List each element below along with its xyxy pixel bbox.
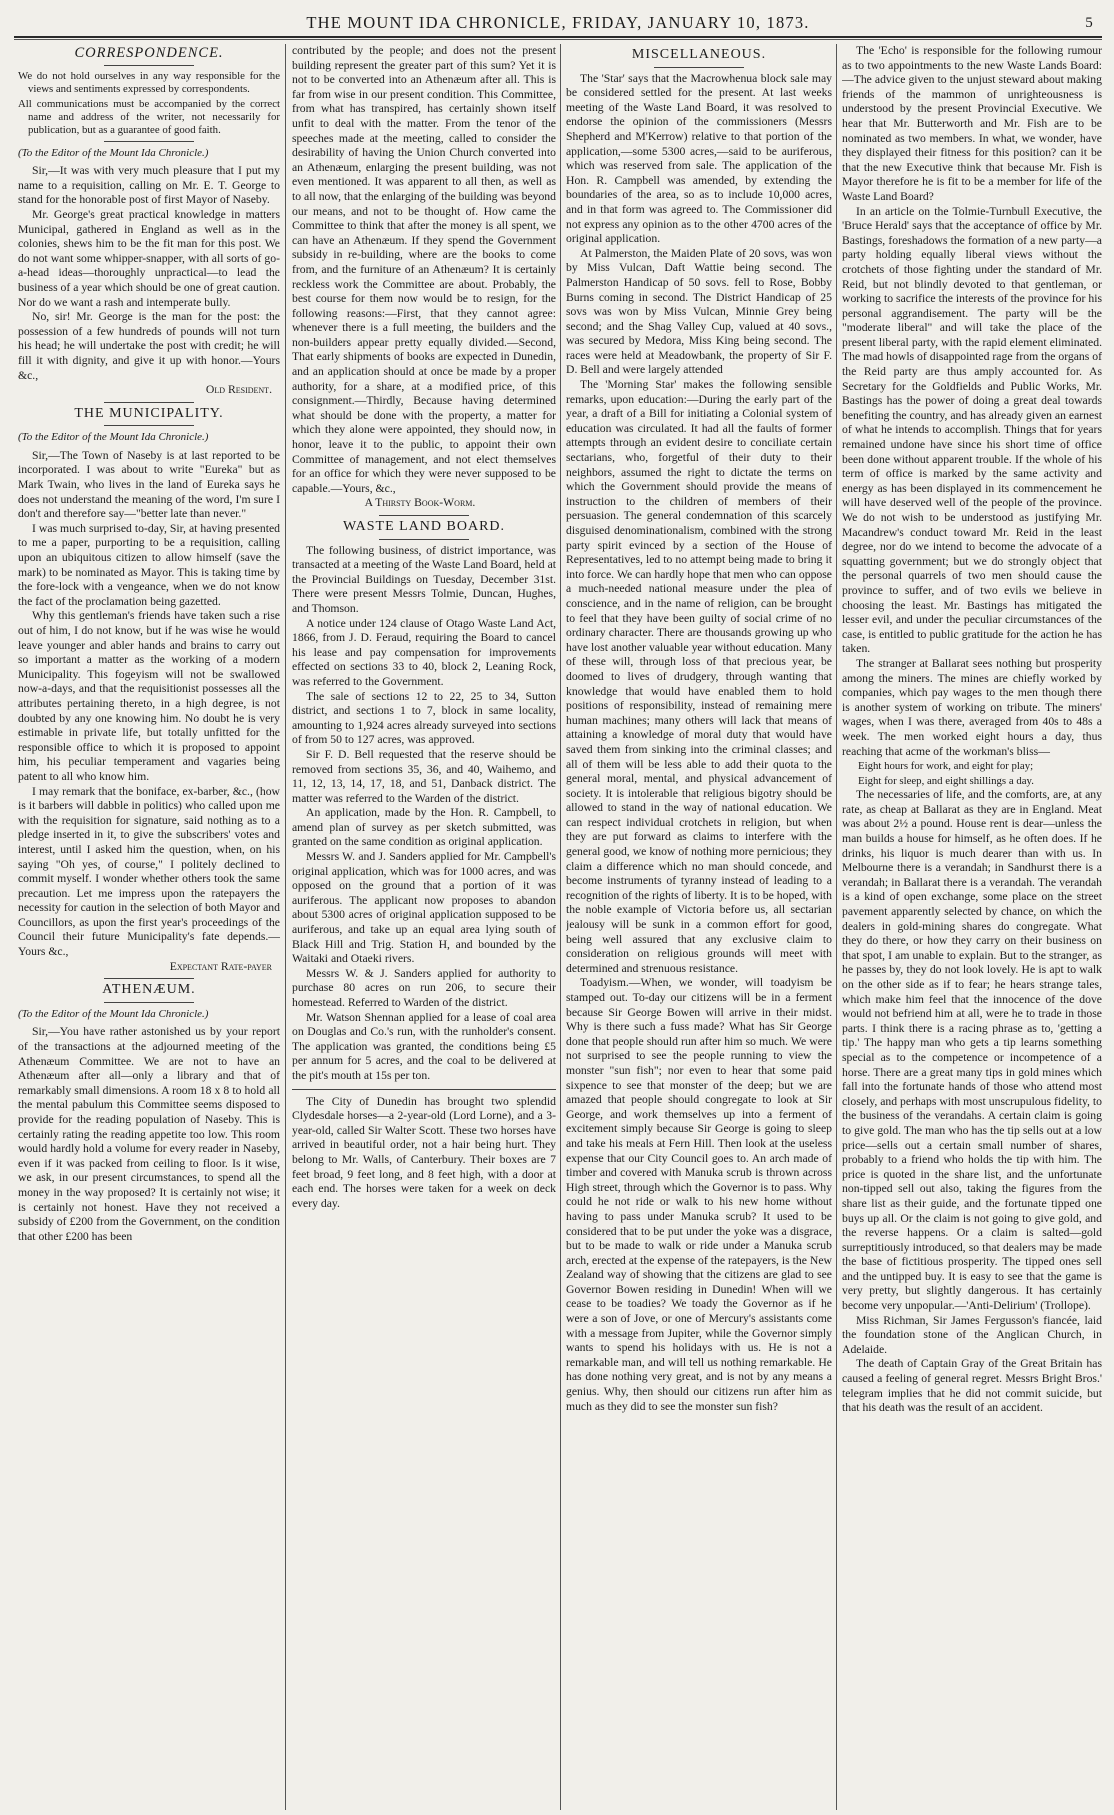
article-paragraph: The sale of sections 12 to 22, 25 to 34, Sutton district, and sections 1 to 7, block in same locality, amounting to 1,924 acres already surveyed into sections of from 50 to 127 acres, was approved. bbox=[292, 689, 556, 747]
letter-salutation: (To the Editor of the Mount Ida Chronicle.) bbox=[18, 1007, 209, 1020]
article-paragraph: A notice under 124 clause of Otago Waste Land Act, 1866, from J. D. Feraud, requiring the Board to cancel his lease and pay compensation for improvements effected on sections 33 to 40, block 2, Leaning Rock, was referred to the Government. bbox=[292, 616, 556, 688]
divider bbox=[379, 539, 469, 540]
article-paragraph: Sir F. D. Bell requested that the reserve should be removed from sections 35, 36, and 40, Waihemo, and 11, 12, 13, 14, 17, 18, and 51, Danback district. The matter was referred to the Warden of the district. bbox=[292, 747, 556, 805]
editorial-notice: We do not hold ourselves in any way responsible for the views and sentiments expressed by correspondents. bbox=[18, 69, 280, 95]
divider bbox=[104, 1002, 194, 1003]
letter-salutation: (To the Editor of the Mount Ida Chronicle.) bbox=[18, 431, 209, 444]
letter-paragraph: contributed by the people; and does not the present building represent the greater part of this sum? Yet it is not to be converted into an Athenæum after all. This is far from wise in our present condition. This Committee, from what has transpired, has certainly shown itself unfit to deal with the matter. From the tenor of the speeches made at the meeting, called to consider the desirability of having the Union Church converted into an Athenæum, enlarging the present building, was not even mentioned. It was apparent to all then, as well as to all now, that the enlarging of the building was beyond our means, and not to be thought of. How came the Committee to think that after the money is all spent, we can have an Athenæum. If they spend the Government subsidy in re-building, where are the books to come from, and the furniture of an Athenæum? It is certainly reckless work the Committee are about. Probably, the best course for them now would be to resign, for the following reasons:—First, that they cannot agree: whenever there is a full meeting, the builders and the non-builders appear pretty equally divided.—Second, That early shipments of books are expected in Dunedin, and an application should at once be made by a proper authority, for a share, at a modified price, of this consignment.—Thirdly, Because having determined what should be done with the property, a matter for which they alone were appointed, they should now, in honor, leave it to the public, to appoint their own Committee of management, and not elect themselves for an office for which they were never supposed to be capable.—Yours, &c., bbox=[292, 44, 556, 495]
section-heading-correspondence: CORRESPONDENCE. bbox=[74, 45, 224, 61]
column-4 bbox=[842, 44, 1102, 1814]
article-paragraph: The stranger at Ballarat sees nothing but prosperity among the miners. The mines are chiefly worked by companies, which pay wages to the men though there is another system of working on tribute. The miners' wages, when I was there, averaged from 40s to 48s a week. The men worked eight hours a day, thus reaching that acme of the workman's bliss— bbox=[842, 656, 1102, 758]
column-1 bbox=[18, 44, 280, 1814]
article-paragraph: Mr. Watson Shennan applied for a lease of coal area on Douglas and Co.'s run, with the runholder's consent. The application was granted, the conditions being £5 per annum for 5 acres, and the coal to be delivered at the pit's mouth at 15s per ton. bbox=[292, 1010, 556, 1082]
letter-paragraph: Mr. George's great practical knowledge in matters Municipal, gathered in England as well as in the colonies, shews him to be the fit man for this post. We do not want some whipper-snapper, with all sorts of go-a-head ideas—thoroughly unpractical—to lead the business of a year which should be one of great caution. Nor do we want a rash and intemperate bully. bbox=[18, 207, 280, 309]
letter-signature: Old Resident. bbox=[205, 383, 272, 397]
column-divider bbox=[285, 44, 286, 1810]
verse-line: Eight hours for work, and eight for play; bbox=[858, 760, 1034, 773]
letter-signature: Expectant Rate-payer bbox=[169, 959, 272, 973]
article-paragraph: The 'Morning Star' makes the following sensible remarks, upon education:—During the early part of the year, a draft of a Bill for initiating a Colonial system of education was circulated. It had all the faults of former attempts through an evident desire to conciliate certain sectarians, who, forgetful of their duty to their neighbors, assumed the right to dictate the terms on which the Government should provide the means of instruction to the children of members of their persuasion. The general condemnation of this scarcely disguised denominationalism, combined with the strong party spirit evinced by a section of the House of Representatives, led to no attempt being made to bring it into force. We can hardly hope that men who can oppose a much-needed national measure under the plea of conscience, and in the name of religion, can be brought to feel that they have been guilty of social crime of no ordinary character. There are thousands growing up who have lost another valuable year without education. Many of these will, through loss of that precious year, be doomed to lives of drudgery, through wanting that knowledge that would have enabled them to hold positions of responsibility, instead of remaining mere human machines; many others will lack that means of attaining a knowledge of moral duty that would have saved them from sinking into the criminal classes; and all of them will be less able to add their quota to the general moral, mental, and physical advancement of society. It is intolerable that religious bigotry should be allowed to stand in the way of national education. We can respect individual crotchets in religion, but when they are put forward as claims to interfere with the general good, we know of nothing more pernicious; they claim a difference which no man should concede, and become instruments of tyranny instead of leading to a recognition of the rights of liberty. It is to be hoped, with the noble example of Victoria before us, all sectarian jealousy will be sunk in a common effort for good, being well assured that any exclusive claim to consideration on religious grounds will meet with determined and strenuous resistance. bbox=[566, 378, 832, 975]
article-paragraph: Messrs W. & J. Sanders applied for authority to purchase 80 acres on run 206, to secure their homestead. Referred to Warden of the district. bbox=[292, 966, 556, 1009]
article-paragraph: At Palmerston, the Maiden Plate of 20 sovs, was won by Miss Vulcan, Daft Wattie being second. The Palmerston Handicap of 50 sovs. fell to Rose, Bobby Burns coming in second. The District Handicap of 25 sovs was won by Miss Vulcan, Minnie Grey being second; and the Shag Valley Cup, valued at 40 sovs., was secured by Medora, Miss King being second. The races were held at Meadowbank, the property of Sir F. D. Bell and were largely attended bbox=[566, 246, 832, 377]
masthead bbox=[18, 10, 1098, 36]
article-paragraph: The following business, of district importance, was transacted at a meeting of the Waste Land Board, held at the Provincial Buildings on Tuesday, December 31st. There were present Messrs Tolmie, Duncan, Hughes, and Thomson. bbox=[292, 543, 556, 615]
letter-paragraph: I may remark that the boniface, ex-barber, &c., (how is it barbers will dabble in politics) who called upon me with the requisition for signature, said nothing as to a pledge inserted in it, to give the subscribers' votes and interest, until I asked him the question, when, on his saying "Oh yes, of course," I politely declined to commit myself. I wonder whether others took the same precaution. Let me impress upon the ratepayers the necessity for caution in the selection of both Mayor and Councillors, as upon the first year's proceedings of the Council their future Municipality's fate depends.—Yours &c., bbox=[18, 784, 280, 959]
divider bbox=[104, 978, 194, 979]
masthead-rule-thin bbox=[14, 39, 1102, 40]
letter-paragraph: No, sir! Mr. George is the man for the post: the possession of a few hundreds of pounds will not turn his head; he will undertake the post with credit; he will fill it with dignity, and give it up with honor.—Yours &c., bbox=[18, 310, 280, 382]
masthead-rule bbox=[14, 36, 1102, 38]
article-paragraph: Toadyism.—When, we wonder, will toadyism be stamped out. To-day our citizens will be in a ferment because Sir George Bowen will arrive in their midst. Why is there such a fuss made? What has Sir George done that people should run after him so much. We were not surprised to see the people running to view the monster "sun fish"; nor even to hear that some paid sixpence to see that monster of the deep; but we are amazed that people should congregate to look at Sir George, and work themselves up into a ferment of excitement simply because Sir George is going to sleep and take his meals at Fern Hill. Then look at the useless expense that our City Council goes to. An arch made of timber and covered with Manuka scrub is thrown across High street, through which the Governor is to pass. Why could he not ride or walk to his new home without having to pass under Manuka scrub? It used to be considered that to be put under the yoke was a disgrace, but to be made to walk or ride under a Manuka scrub arch, erected at the expense of the ratepayers, is the New Zealand way of showing that the citizens are glad to see Governor Bowen residing in Dunedin! When will we cease to be toadies? We toady the Governor as if he were a son of Jove, or one of Mercury's assistants come with a message from Jupiter, while the Governor simply wants to spend his holidays with us. He is not a remarkable man, and will tell us nothing remarkable. He has done nothing very great, and is not by any means a genius. Why, then should our citizens run after him as much as they did to see the monster sun fish? bbox=[566, 976, 832, 1413]
column-2 bbox=[292, 44, 556, 1814]
divider bbox=[104, 425, 194, 426]
section-heading-waste-land-board: WASTE LAND BOARD. bbox=[342, 519, 506, 534]
column-divider bbox=[560, 44, 561, 1810]
divider bbox=[379, 515, 469, 516]
article-paragraph: In an article on the Tolmie-Turnbull Executive, the 'Bruce Herald' says that the acceptance of office by Mr. Bastings, foreshadows the formation of a new party—a party holding equally liberal views without the crotchets of those fighting under the standard of Mr. Reid, but not blindly devoted to that gentleman, or working to sacrifice the interests of the province for his personal aggrandisement. The party will be the "moderate liberal" and will take the place of the present liberal party, with the rapid element eliminated. The mad howls of disappointed rage from the organs of the Reid party are thus amply accounted for. As Secretary for the Goldfields and Public Works, Mr. Bastings has the power of doing a great deal towards benefiting the country, and has already given an earnest of what he intends to accomplish. Things that for years remained undone have since his short time of office been done without apparent trouble. If the whole of his term of office is marked by the same activity and energy as has been displayed in its commencement he will have deserved well of the people of the province. We do not wish to be understood as justifying Mr. Macandrew's conduct toward Mr. Reid in the least degree, nor do we intend to become the advocate of a squatting government; but we do strongly object that the personal quarrels of two men should cause the province to suffer, and of two evils we believe in choosing the least. Mr. Bastings has mitigated the lesser evil, and under the peculiar circumstances of the case, is entitled to public gratitude for the action he has taken. bbox=[842, 204, 1102, 656]
section-heading-municipality: THE MUNICIPALITY. bbox=[74, 405, 224, 421]
masthead-title: THE MOUNT IDA CHRONICLE, FRIDAY, JANUARY 10, 1873. bbox=[306, 13, 810, 32]
letter-signature: A Thirsty Book-Worm. bbox=[364, 496, 476, 510]
article-paragraph: The 'Echo' is responsible for the following rumour as to two appointments to the new Waste Lands Board:—The advice given to the unjust steward about making friends of the mammon of unrighteousness is understood by the present Provincial Executive. We hear that Mr. Butterworth and Mr. Fish are to be nominated as two members. In what, we wonder, have they displayed their fitness for this position? can it be that the new Executive think that because Mr. Fish is Mayor therefore he is fit to be a member for life of the Waste Land Board? bbox=[842, 44, 1102, 203]
letter-paragraph: Why this gentleman's friends have taken such a rise out of him, I do not know, but if he was wise he would leave younger and abler hands and brains to carry out so important a matter as the working of a modern Municipality. This fogeyism will not be swallowed now-a-days, and that the requisitionist possesses all the attributes pertaining thereto, in a high degree, is not doubted by any one knowing him. No doubt he is very estimable in private life, but totally unfitted for the responsible office to which it is proposed to appoint him, his peculiar temperament and vagaries being patent to all who know him. bbox=[18, 609, 280, 783]
divider bbox=[104, 402, 194, 403]
divider bbox=[104, 141, 194, 142]
column-divider bbox=[836, 44, 837, 1810]
section-heading-miscellaneous: MISCELLANEOUS. bbox=[631, 47, 767, 62]
editorial-notice: All communications must be accompanied by the correct name and address of the writer, not necessarily for publication, but as a guarantee of good faith. bbox=[18, 97, 280, 136]
article-paragraph: The necessaries of life, and the comforts, are, at any rate, as cheap at Ballarat as they are in England. Meat was about 2½ a pound. House rent is dear—unless the man builds a house for himself, as he often does. If he drinks, his liquor is much dearer than with us. In Melbourne there is a verandah; in Sandhurst there is a verandah; in Ballarat there is a verandah. The verandah is a kind of open exchange, some place on the street pavement apparently selected by chance, on which the dealers in gold-mining shares do congregate. What they do there, or how they carry on their business on that spot, I am unable to explain. But to the stranger, as he passes by, they do not look lovely. He is apt to walk on the other side as if to fear; he hears strange tales, which make him feel that the innocence of the dove would not befriend him at all, were he to trade in those parts. I think there is a racing phrase as to, 'getting a tip.' The happy man who gets a tip learns something special as to the competence or incompetence of a horse. There are a great many tips in gold mines which fall into the fortunate hands of those who attend most closely, and perhaps with most unscrupulous fidelity, to the business of the verandahs. A certain claim is going to give gold. The man who has the tip sells out at a low price—sells out a certain small number of shares, probably to a friend who holds the tip with him. The price is quoted in the share list, and the unfortunate non-tipped sell out also, taking the figures from the share list as their guide, and the fortunate tipped one buys up all. Or the claim is not going to give gold, and the reverse happens. Or a claim is salted—gold surreptitiously introduced, so that dealers may be made the base of fictitious prosperity. The tipped ones sell and the untipped buy. It is easy to see that the game is very pretty, but slightly dangerous. It has certainly become very unpopular.—'Anti-Delirium' (Trollope). bbox=[842, 788, 1102, 1313]
article-paragraph: The death of Captain Gray of the Great Britain has caused a feeling of general regret. Messrs Bright Bros.' telegram implies that he did not commit suicide, but that his death was the result of an accident. bbox=[842, 1357, 1102, 1415]
article-paragraph: Messrs W. and J. Sanders applied for Mr. Campbell's original application, which was for 1000 acres, and was opposed on the ground that a portion of it was auriferous. The applicant now proposes to abandon about 5300 acres of original application supposed to be auriferous, and take up an equal area lying south of Black Hill and Trig. Station H, and bounded by the Waitaki and Otaeki rivers. bbox=[292, 850, 556, 966]
letter-salutation: (To the Editor of the Mount Ida Chronicle.) bbox=[18, 146, 209, 159]
column-3 bbox=[566, 44, 832, 1814]
section-heading-athenaeum: ATHENÆUM. bbox=[102, 982, 196, 998]
article-paragraph: The 'Star' says that the Macrowhenua block sale may be considered settled for the present. At last weeks meeting of the Waste Land Board, it was resolved to endorse the opinion of the commissioners (Messrs Shepherd and M'Kerrow) relative to that portion of the application,—some 5300 acres,—said to be auriferous, which was reserved from sale. The application of the Hon. R. Campbell was amended, by extending the boundaries of the area, so as to include 10,000 acres, and in that form was agreed to. The Commissioner did not express any opinion as to the other 4700 acres of the original application. bbox=[566, 71, 832, 246]
letter-paragraph: Sir,—The Town of Naseby is at last reported to be incorporated. I was about to write "Eureka" but as Mark Twain, who lives in the land of Eureka says he does not understand the meaning of the word, I'm sure I don't and therefore say—"better late than never." bbox=[18, 448, 280, 521]
article-paragraph: An application, made by the Hon. R. Campbell, to amend plan of survey as per sketch submitted, was granted on the same condition as original application. bbox=[292, 806, 556, 849]
article-paragraph: Miss Richman, Sir James Fergusson's fiancée, laid the foundation stone of the Anglican Church, in Adelaide. bbox=[842, 1313, 1102, 1356]
letter-paragraph: Sir,—You have rather astonished us by your report of the transactions at the adjourned meeting of the Athenæum Committee. We are not to have an Athenæum after all—only a library and that of remarkably small dimensions. A room 18 x 8 to hold all the mental pabulum this Committee seems disposed to provide for the reading population of Naseby. This is certainly rating the reading appetite too low. This room would hardly hold a volume for every reader in Naseby, even if it was packed from ceiling to floor. Is it wise, we ask, in our present circumstances, to spend all the money in the way proposed? It is certainly not wise; it is certainly not honest. Have they not received a subsidy of £200 from the Government, on the condition that other £200 has been bbox=[18, 1025, 280, 1243]
divider bbox=[654, 67, 744, 68]
divider bbox=[104, 65, 194, 66]
letter-paragraph: Sir,—It was with very much pleasure that I put my name to a requisition, calling on Mr. E. T. George to stand for the honorable post of first Mayor of Naseby. bbox=[18, 164, 280, 207]
page-number: 5 bbox=[1085, 15, 1094, 31]
divider bbox=[292, 1089, 556, 1090]
verse-line: Eight for sleep, and eight shillings a day. bbox=[858, 774, 1034, 787]
article-paragraph: The City of Dunedin has brought two splendid Clydesdale horses—a 2-year-old (Lord Lorne), and a 3-year-old, called Sir Walter Scott. These two horses have arrived in beautiful order, not a hair being hurt. They belong to Mr. Walls, of Canterbury. Their boxes are 7 feet broad, 9 feet long, and 8 feet high, with a door at each end. The horses were taken for a week on deck every day. bbox=[292, 1094, 556, 1210]
letter-paragraph: I was much surprised to-day, Sir, at having presented to me a paper, purporting to be a requisition, calling upon an ubiquitous citizen to allow himself (save the mark) to be nominated as Mayor. This is taking time by the fore-lock with a vengeance, when we do not know the fact of the proclamation being gazetted. bbox=[18, 521, 280, 608]
